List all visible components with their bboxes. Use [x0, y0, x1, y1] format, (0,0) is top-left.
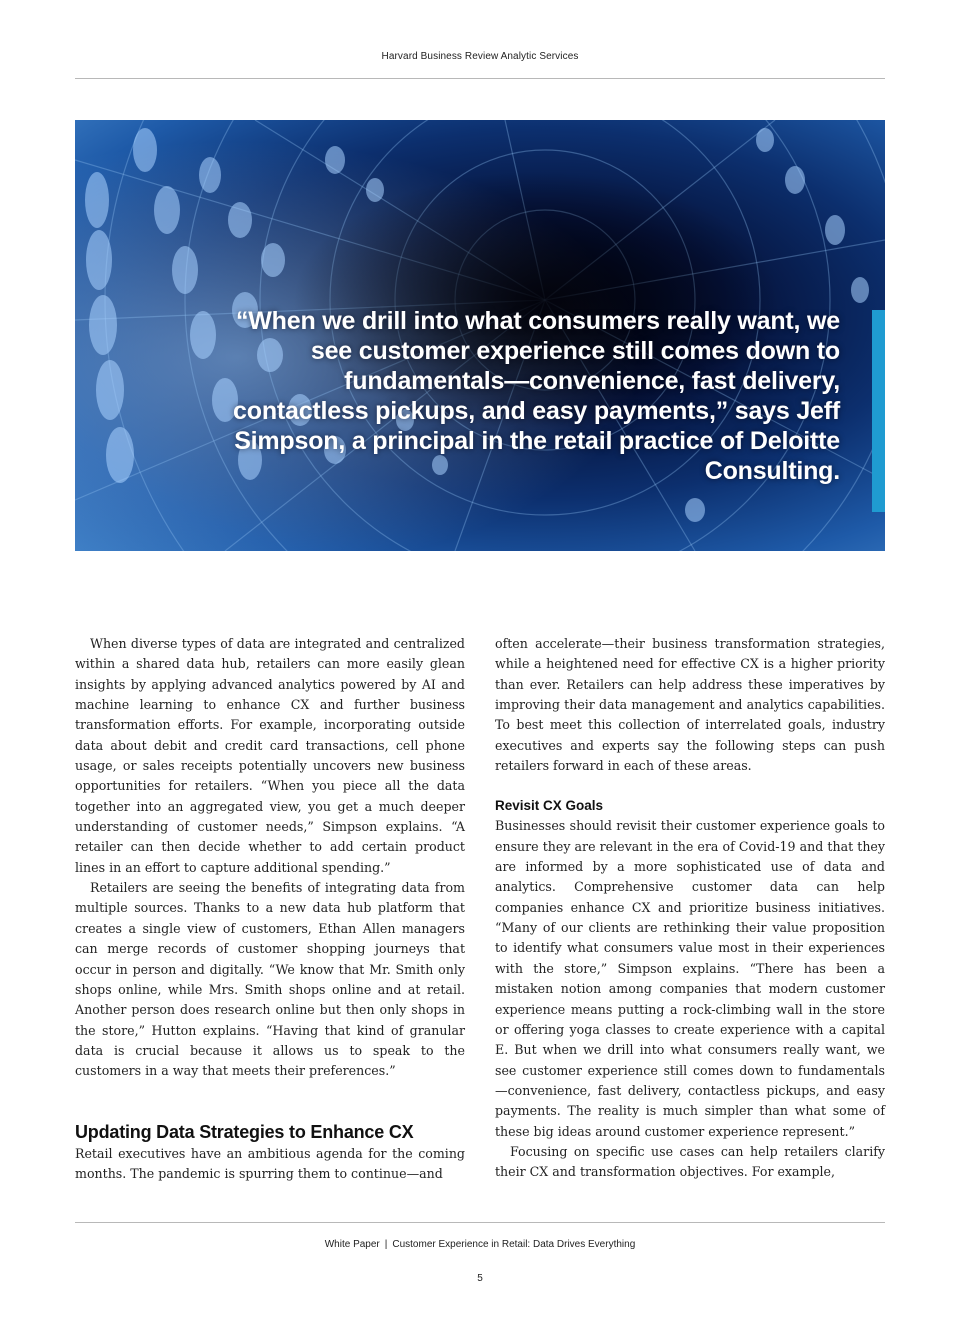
- footer-separator: |: [384, 1239, 388, 1250]
- paragraph: Retail executives have an ambitious agenda for the coming months. The pandemic is spurring them to continue—and: [75, 1145, 465, 1181]
- paragraph: Focusing on specific use cases can help retailers clarify their CX and transformation objectives. For example,: [495, 1143, 885, 1180]
- footer-divider: [75, 1222, 885, 1223]
- subsection-heading: Revisit CX Goals: [495, 798, 604, 814]
- paragraph: Businesses should revisit their customer experience goals to ensure they are relevant in the era of Covid-19 and that they are informed by a more sophisticated use of data and analytics. Comprehensive customer data can help companies enhance CX and prioritize business initiatives. “Many of our clients are rethinking their value proposition to identify what consumers value most in their experiences with the store,” Simpson explains. “There has been a mistaken notion among companies that modern customer experience means putting a rock-climbing wall in the store or offering yoga classes to create experience with a capital E. But when we drill into what consumers really want, we see customer experience still comes down to fundamentals—convenience, fast delivery, contactless pickups, and easy payments. The reality is much simpler than what some of these big ideas around customer experience represent.”: [495, 818, 885, 1139]
- left-column: [75, 634, 465, 1184]
- hero-image: [75, 120, 885, 551]
- section-heading: Updating Data Strategies to Enhance CX: [75, 1121, 414, 1142]
- header-divider: [75, 78, 885, 79]
- paragraph: often accelerate—their business transformation strategies, while a heightened need for effective CX is a higher priority than ever. Retailers can help address these imperatives by improving their data management and analytics capabilities. To best meet this collection of interrelated goals, industry executives and experts say the following steps can push retailers forward in each of these areas.: [495, 636, 885, 774]
- running-header: Harvard Business Review Analytic Services: [381, 51, 579, 62]
- pull-quote: “When we drill into what consumers really want, we see customer experience still comes down to fundamentals—convenience, fast delivery, contactless pickups, and easy payments,” says Jeff Simpson, a principal in the retail practice of Deloitte Consulting.: [233, 307, 840, 485]
- document-title: Customer Experience in Retail: Data Drives Everything: [392, 1239, 636, 1250]
- paragraph: Retailers are seeing the benefits of integrating data from multiple sources. Thanks to a new data hub platform that creates a single view of customers, Ethan Allen managers can merge records of customer shopping journeys that occur in person and digitally. “We know that Mr. Smith only shops online, while Mrs. Smith shops online and at retail. Another person does research online but then only shops in the store,” Hutton explains. “Having that kind of granular data is crucial because it allows us to speak to the customers in a way that meets their preferences.”: [75, 880, 465, 1079]
- page-number: 5: [477, 1273, 483, 1284]
- right-column: [495, 634, 885, 1183]
- running-footer: [0, 1239, 960, 1250]
- accent-bar: [872, 310, 885, 512]
- document-type: White Paper: [324, 1239, 380, 1250]
- paragraph: When diverse types of data are integrated and centralized within a shared data hub, retailers can more easily glean insights by applying advanced analytics powered by AI and machine learning to enhance CX and further business transformation efforts. For example, incorporating outside data about debit and credit card transactions, cell phone usage, or sales receipts potentially uncovers new business opportunities for retailers. “When you piece all the data together into an aggregated view, you get a much deeper understanding of customer needs,” Simpson explains. “A retailer can then decide whether to add certain product lines in an effort to capture additional spending.”: [75, 636, 465, 875]
